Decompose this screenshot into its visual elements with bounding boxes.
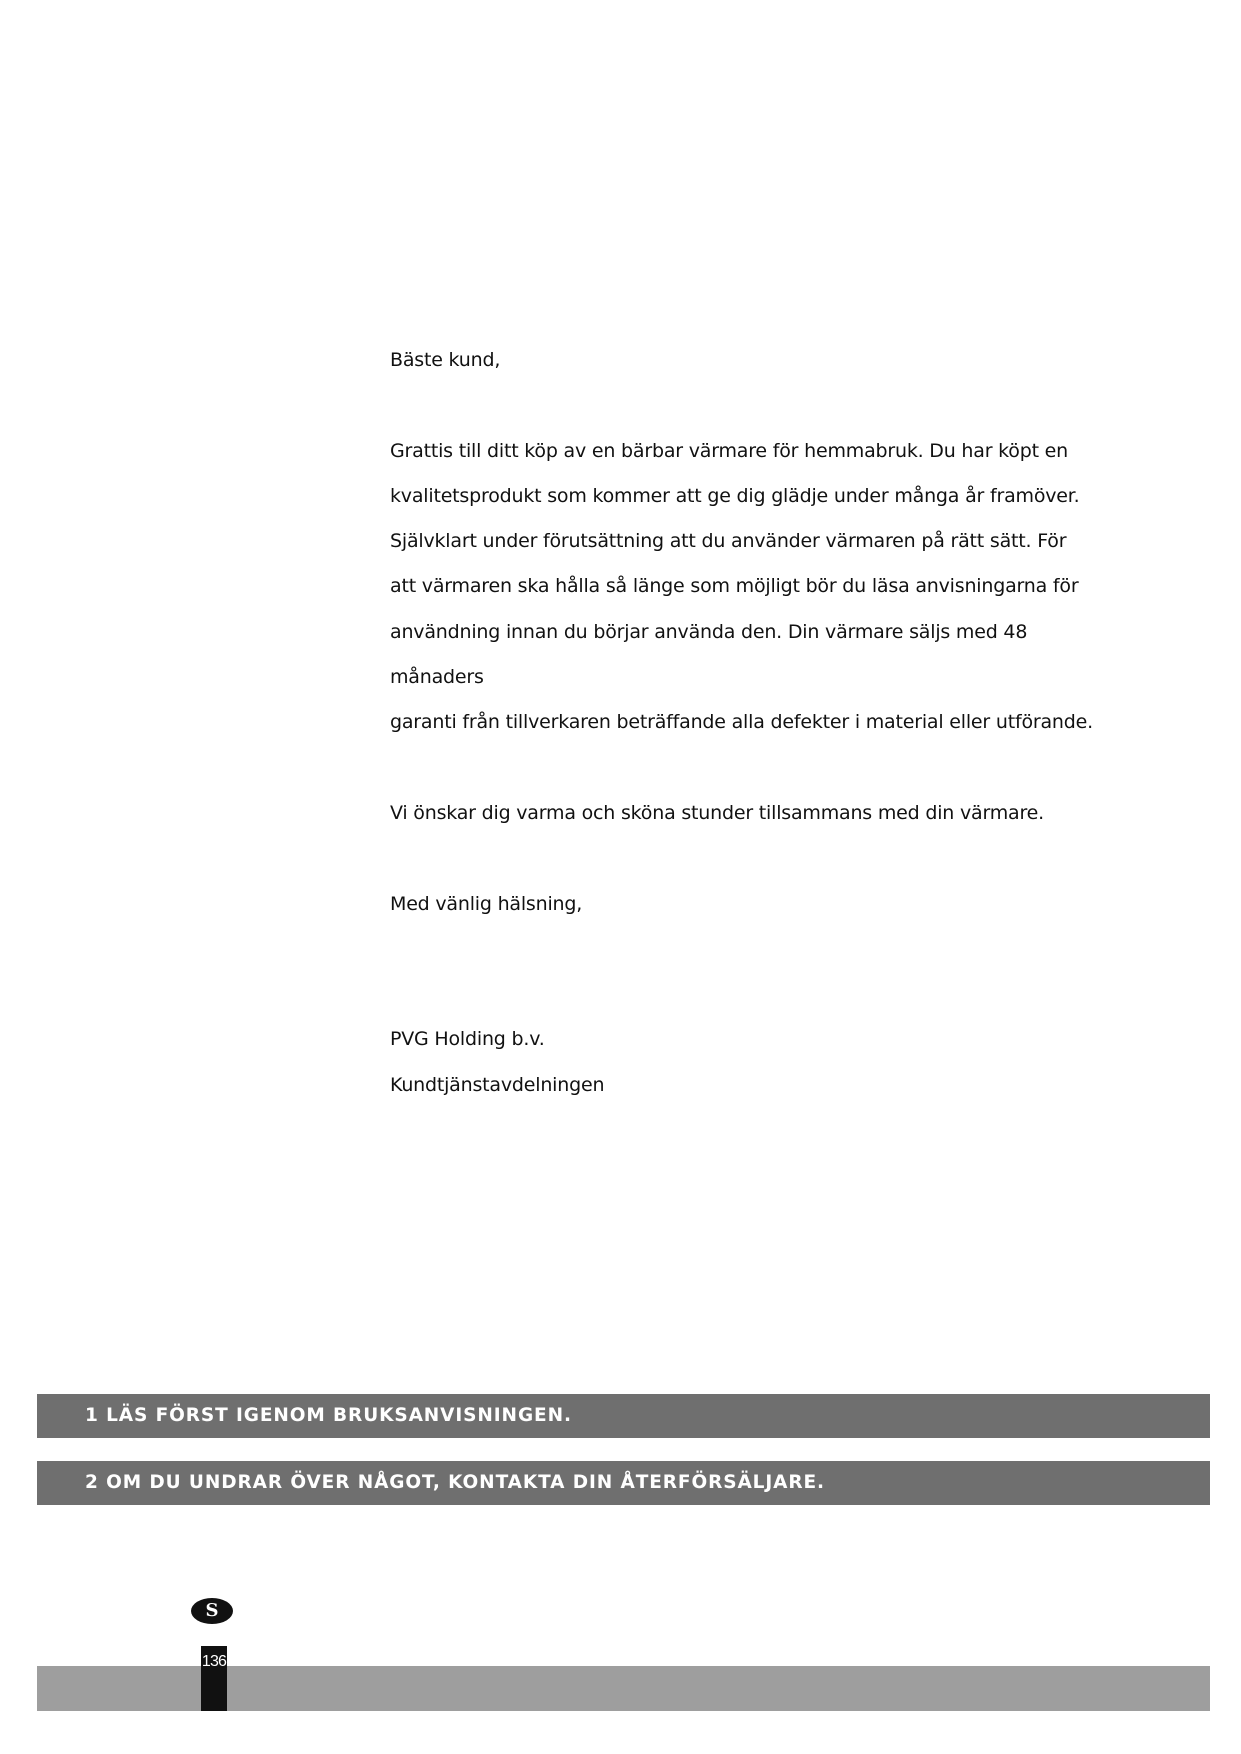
instruction-banner-1: 1 LÄS FÖRST IGENOM BRUKSANVISNINGEN. — [37, 1394, 1210, 1438]
company-name: PVG Holding b.v. — [390, 1028, 545, 1051]
letter-body — [390, 338, 1110, 1108]
spacer — [390, 746, 1110, 791]
body-line-5: användning innan du börjar använda den. Din värmare säljs med 48 månaders — [390, 620, 1028, 689]
salutation: Bäste kund, — [390, 349, 501, 371]
closing-line: Med vänlig hälsning, — [390, 892, 583, 915]
signature-spacer — [390, 927, 1110, 1018]
body-line-2: kvalitetsprodukt som kommer att ge dig glädje under många år framöver. — [390, 484, 1080, 507]
spacer — [390, 836, 1110, 881]
instruction-banner-2: 2 OM DU UNDRAR ÖVER NÅGOT, KONTAKTA DIN ÅTERFÖRSÄLJARE. — [37, 1461, 1210, 1505]
department-name: Kundtjänstavdelningen — [390, 1073, 605, 1096]
body-line-3: Självklart under förutsättning att du använder värmaren på rätt sätt. För — [390, 530, 1067, 553]
wish-line: Vi önskar dig varma och sköna stunder tillsammans med din värmare. — [390, 801, 1045, 824]
body-line-1: Grattis till ditt köp av en bärbar värmare för hemmabruk. Du har köpt en — [390, 439, 1068, 462]
body-line-6: garanti från tillverkaren beträffande alla defekter i material eller utförande. — [390, 711, 1093, 734]
page-number-tab: 136 — [201, 1646, 227, 1711]
language-badge: S — [191, 1598, 233, 1624]
spacer — [390, 383, 1110, 428]
body-line-4: att värmaren ska hålla så länge som möjligt bör du läsa anvisningarna för — [390, 575, 1079, 598]
